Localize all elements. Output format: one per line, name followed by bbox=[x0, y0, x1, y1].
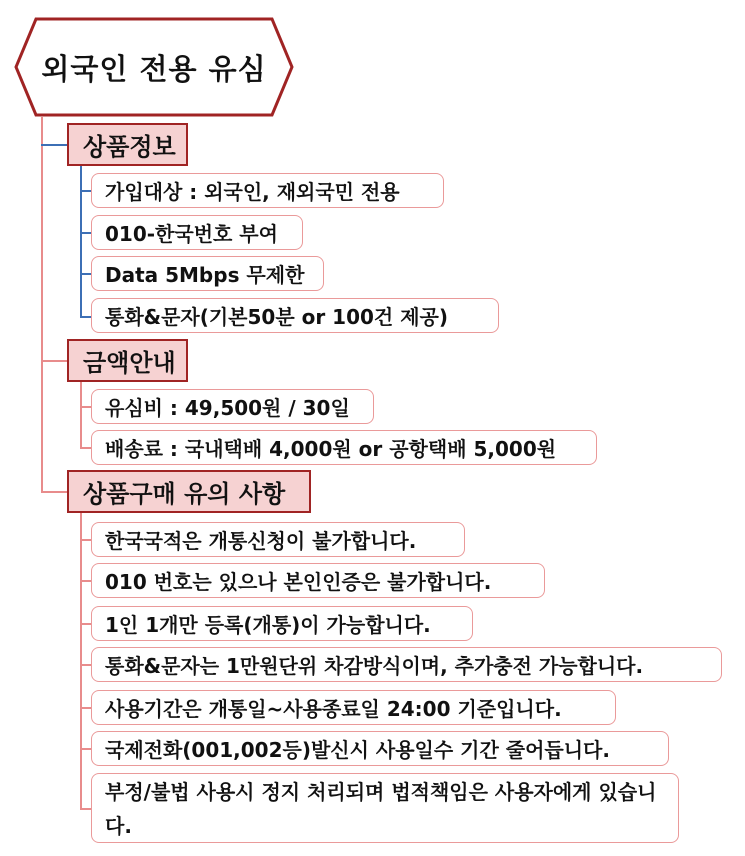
item-connector bbox=[80, 447, 91, 449]
item-connector bbox=[80, 623, 91, 625]
item-connector bbox=[80, 316, 91, 318]
item-text: 유심비 : 49,500원 / 30일 bbox=[105, 396, 350, 420]
trunk-line bbox=[41, 117, 43, 491]
item-text: 부정/불법 사용시 정지 처리되며 법적책임은 사용자에게 있습니다. bbox=[105, 780, 657, 838]
list-item[interactable] bbox=[91, 298, 499, 333]
item-text: 010-한국번호 부여 bbox=[105, 222, 278, 246]
section-product-info[interactable] bbox=[67, 123, 188, 166]
section-price-info[interactable] bbox=[67, 339, 188, 382]
item-connector bbox=[80, 232, 91, 234]
item-text: 사용기간은 개통일~사용종료일 24:00 기준입니다. bbox=[105, 697, 562, 721]
item-text: 배송료 : 국내택배 4,000원 or 공항택배 5,000원 bbox=[105, 437, 557, 461]
list-item[interactable] bbox=[91, 215, 303, 250]
item-text: 1인 1개만 등록(개통)이 가능합니다. bbox=[105, 613, 431, 637]
item-connector bbox=[80, 664, 91, 666]
section-title: 상품정보 bbox=[83, 133, 176, 161]
item-text: 가입대상 : 외국인, 재외국민 전용 bbox=[105, 180, 400, 204]
section-purchase-notes[interactable] bbox=[67, 470, 311, 513]
item-connector bbox=[80, 539, 91, 541]
item-text: 010 번호는 있으나 본인인증은 불가합니다. bbox=[105, 570, 492, 594]
list-item[interactable] bbox=[91, 522, 465, 557]
item-text: 한국국적은 개통신청이 불가합니다. bbox=[105, 529, 417, 553]
list-item[interactable] bbox=[91, 690, 616, 725]
section-title: 상품구매 유의 사항 bbox=[83, 480, 286, 508]
item-connector bbox=[80, 580, 91, 582]
section-1-item-trunk bbox=[80, 166, 82, 317]
root-title: 외국인 전용 유심 bbox=[41, 51, 267, 86]
list-item[interactable] bbox=[91, 430, 597, 465]
item-connector bbox=[80, 406, 91, 408]
item-text: 통화&문자는 1만원단위 차감방식이며, 추가충전 가능합니다. bbox=[105, 654, 644, 678]
list-item[interactable] bbox=[91, 173, 444, 208]
section-title: 금액안내 bbox=[83, 349, 176, 377]
branch-line-section-2 bbox=[41, 360, 67, 362]
section-3-item-trunk bbox=[80, 513, 82, 809]
item-text: 통화&문자(기본50분 or 100건 제공) bbox=[105, 305, 448, 329]
branch-line-section-3 bbox=[41, 491, 67, 493]
list-item[interactable] bbox=[91, 647, 722, 682]
item-connector bbox=[80, 190, 91, 192]
item-connector bbox=[80, 273, 91, 275]
item-text: 국제전화(001,002등)발신시 사용일수 기간 줄어듭니다. bbox=[105, 738, 610, 762]
list-item[interactable] bbox=[91, 606, 473, 641]
item-connector bbox=[80, 748, 91, 750]
list-item[interactable] bbox=[91, 731, 669, 766]
list-item[interactable] bbox=[91, 256, 324, 291]
section-2-item-trunk bbox=[80, 382, 82, 448]
item-text: Data 5Mbps 무제한 bbox=[105, 263, 305, 287]
branch-line-section-1 bbox=[41, 144, 67, 146]
list-item[interactable] bbox=[91, 563, 545, 598]
item-connector bbox=[80, 808, 91, 810]
item-connector bbox=[80, 707, 91, 709]
root-node bbox=[14, 17, 294, 117]
list-item[interactable] bbox=[91, 773, 679, 843]
list-item[interactable] bbox=[91, 389, 374, 424]
